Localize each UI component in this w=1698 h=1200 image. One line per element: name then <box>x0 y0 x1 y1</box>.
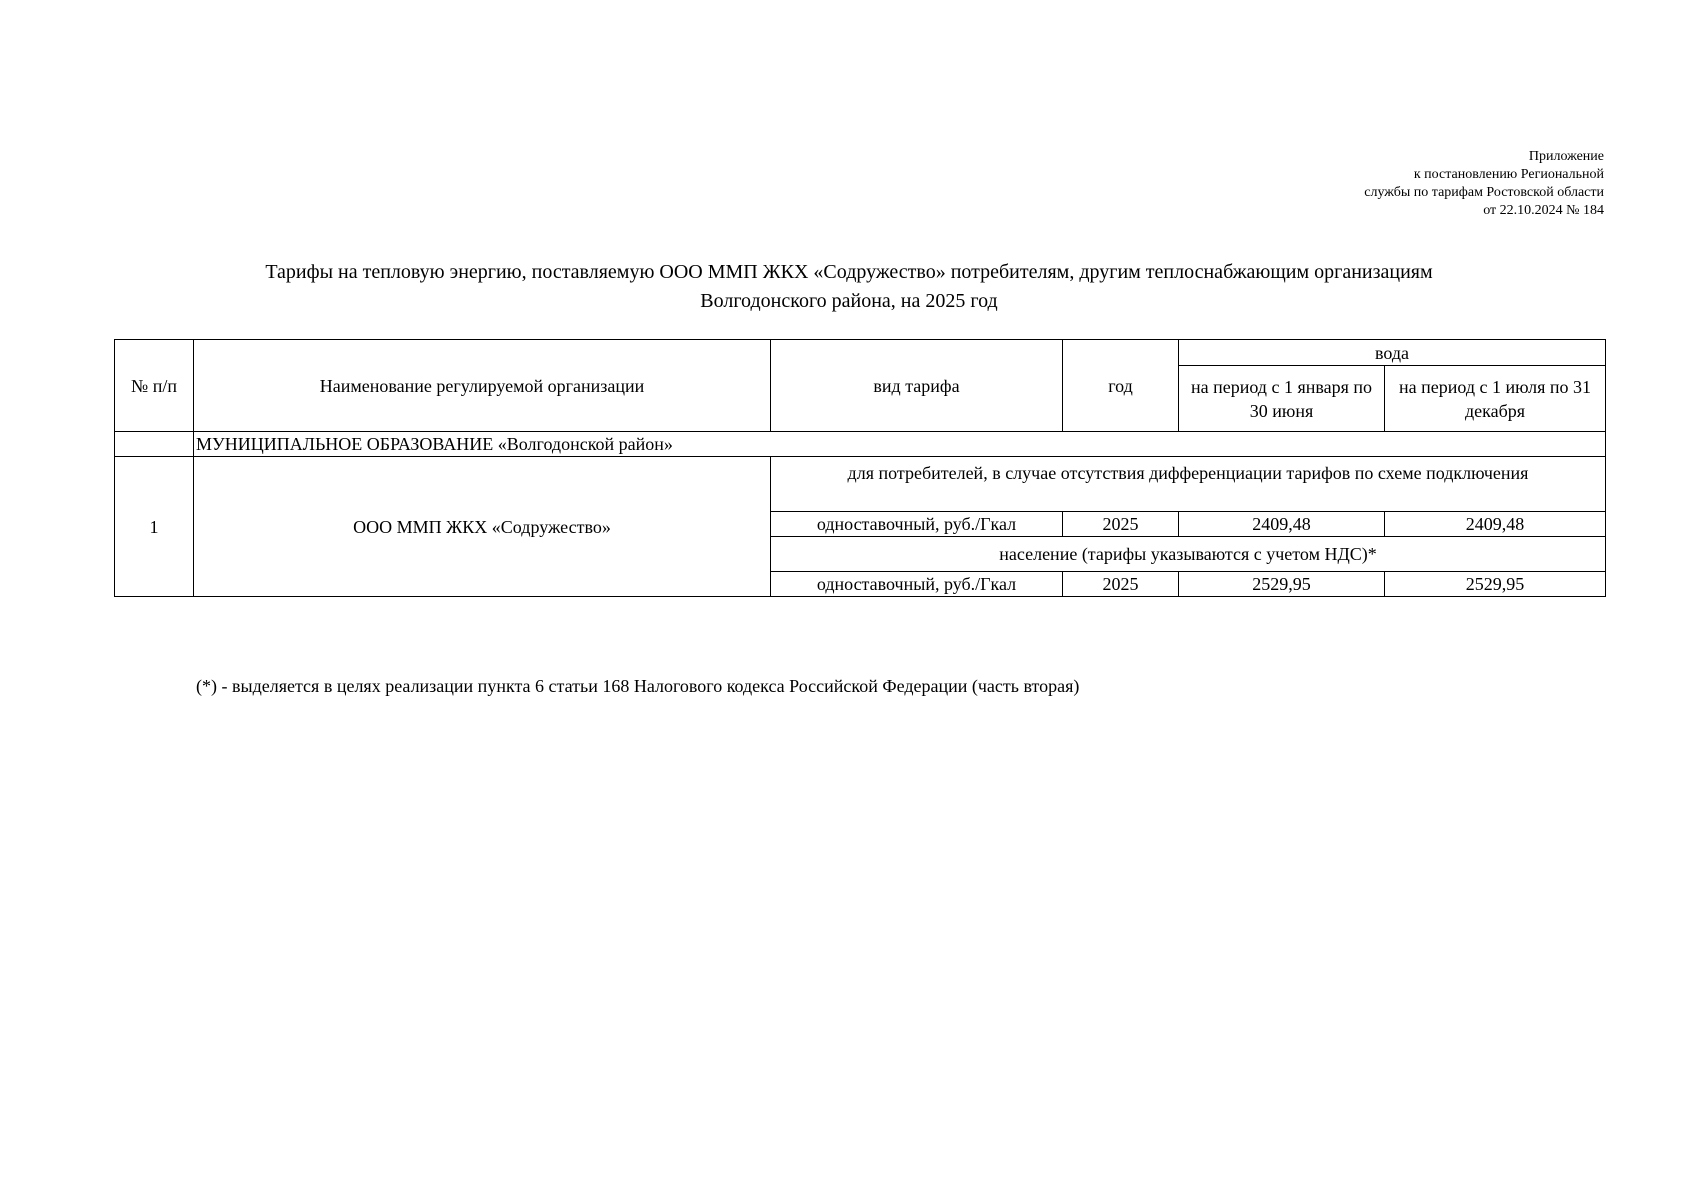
header-period-2: на период с 1 июля по 31 декабря <box>1385 366 1606 432</box>
tariff-table <box>114 339 1606 597</box>
title-line: Волгодонского района, на 2025 год <box>700 290 998 312</box>
header-organization: Наименование регулируемой организации <box>194 340 771 432</box>
tariff-type-cell: одноставочный, руб./Гкал <box>771 572 1063 597</box>
period-2-value: 2529,95 <box>1385 572 1606 597</box>
appendix-note <box>1364 148 1604 220</box>
appendix-line: Приложение <box>1528 149 1604 164</box>
year-cell: 2025 <box>1063 512 1179 537</box>
tariff-type-cell: одноставочный, руб./Гкал <box>771 512 1063 537</box>
header-year: год <box>1063 340 1179 432</box>
appendix-line: от 22.10.2024 № 184 <box>1483 203 1604 218</box>
title-line: Тарифы на тепловую энергию, поставляемую ООО ММП ЖКХ «Содружество» потребителям, другим теплоснабжающим организациям <box>265 261 1433 283</box>
municipality-row <box>115 432 1606 457</box>
period-1-value: 2529,95 <box>1179 572 1385 597</box>
footnote: (*) - выделяется в целях реализации пункта 6 статьи 168 Налогового кодекса Российской Федерации (часть вторая) <box>196 676 1080 696</box>
group-label-consumers: для потребителей, в случае отсутствия дифференциации тарифов по схеме подключения <box>771 457 1606 512</box>
header-tariff-type: вид тарифа <box>771 340 1063 432</box>
row-number: 1 <box>115 457 194 597</box>
header-number: № п/п <box>115 340 194 432</box>
group-label-population: население (тарифы указываются с учетом НДС)* <box>771 537 1606 572</box>
document-title <box>0 258 1698 316</box>
appendix-line: службы по тарифам Ростовской области <box>1364 185 1604 200</box>
year-cell: 2025 <box>1063 572 1179 597</box>
header-period-1: на период с 1 января по 30 июня <box>1179 366 1385 432</box>
header-water: вода <box>1179 340 1606 366</box>
header-row <box>115 340 1606 366</box>
period-2-value: 2409,48 <box>1385 512 1606 537</box>
municipality-name: МУНИЦИПАЛЬНОЕ ОБРАЗОВАНИЕ «Волгодонской район» <box>194 432 1606 457</box>
row-organization: ООО ММП ЖКХ «Содружество» <box>194 457 771 597</box>
municipality-number-cell <box>115 432 194 457</box>
period-1-value: 2409,48 <box>1179 512 1385 537</box>
table-row <box>115 457 1606 512</box>
appendix-line: к постановлению Региональной <box>1413 167 1604 182</box>
